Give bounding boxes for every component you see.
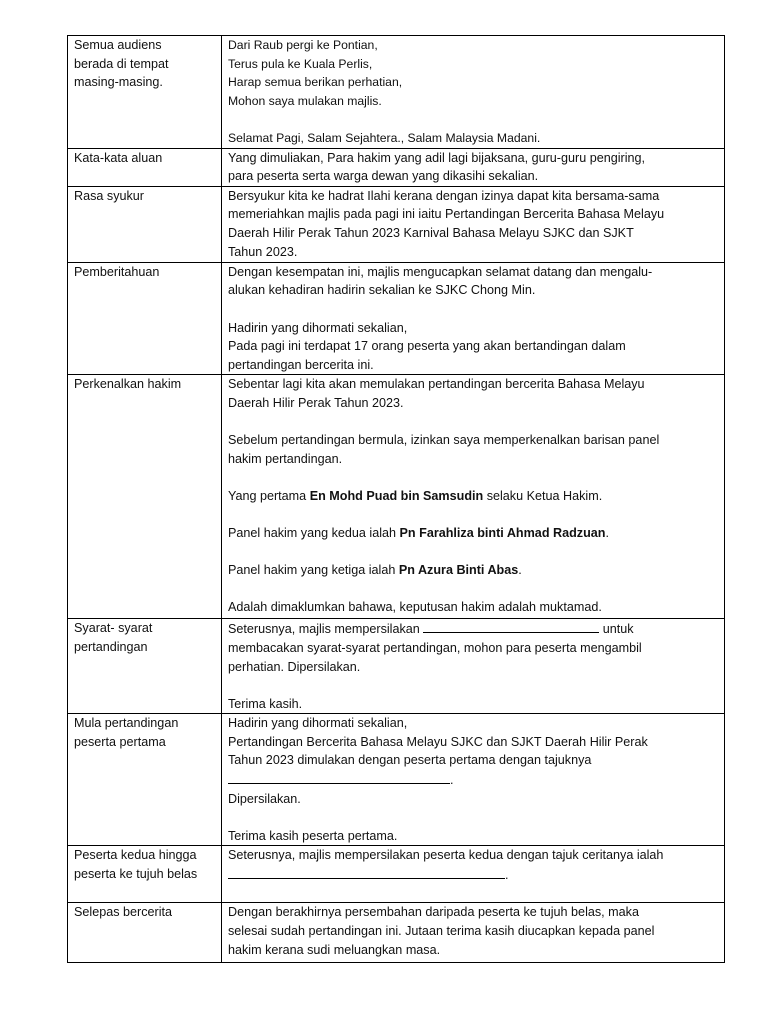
row-content	[222, 846, 725, 903]
label-line: peserta ke tujuh belas	[74, 867, 198, 882]
content-line: para peserta serta warga dewan yang dikasihi sekalian.	[228, 169, 539, 184]
row-content	[222, 148, 725, 186]
row-content	[222, 375, 725, 619]
content-line: Bersyukur kita ke hadrat Ilahi kerana dengan izinya dapat kita bersama-sama	[228, 188, 660, 203]
content-line: Seterusnya, majlis mempersilakan untuk	[228, 619, 718, 639]
fill-in-blank	[228, 770, 450, 784]
content-line: hakim kerana sudi meluangkan masa.	[228, 942, 441, 957]
label-line: Pemberitahuan	[74, 264, 160, 279]
table-row	[68, 148, 725, 186]
content-line: hakim pertandingan.	[228, 451, 343, 466]
content-line: Terima kasih.	[228, 696, 303, 711]
content-line: Daerah Hilir Perak Tahun 2023 Karnival Bahasa Melayu SJKC dan SJKT	[228, 225, 634, 240]
content-line: Adalah dimaklumkan bahawa, keputusan hakim adalah muktamad.	[228, 600, 602, 615]
table-row	[68, 846, 725, 903]
content-line: Hadirin yang dihormati sekalian,	[228, 320, 408, 335]
content-line: selesai sudah pertandingan ini. Jutaan terima kasih diucapkan kepada panel	[228, 924, 655, 939]
content-line: Tahun 2023 dimulakan dengan peserta pertama dengan tajuknya	[228, 753, 592, 768]
row-label	[68, 619, 222, 714]
judge-3-line: Panel hakim yang ketiga ialah Pn Azura Binti Abas.	[228, 563, 522, 578]
content-line: Dipersilakan.	[228, 791, 301, 806]
judge-1-line: Yang pertama En Mohd Puad bin Samsudin selaku Ketua Hakim.	[228, 488, 603, 503]
row-label	[68, 846, 222, 903]
content-line: alukan kehadiran hadirin sekalian ke SJKC Chong Min.	[228, 283, 536, 298]
content-line: pertandingan bercerita ini.	[228, 357, 374, 372]
content-line: Yang dimuliakan, Para hakim yang adil lagi bijaksana, guru-guru pengiring,	[228, 150, 646, 165]
label-line: Mula pertandingan	[74, 716, 179, 731]
row-content	[222, 903, 725, 963]
label-line: Selepas bercerita	[74, 905, 173, 920]
content-line: Sebentar lagi kita akan memulakan pertandingan bercerita Bahasa Melayu	[228, 377, 645, 392]
pantun-line: Harap semua berikan perhatian,	[228, 75, 403, 90]
row-label	[68, 262, 222, 375]
table-row	[68, 186, 725, 262]
content-line: .	[228, 865, 718, 885]
row-label	[68, 714, 222, 846]
table-row	[68, 375, 725, 619]
label-line: pertandingan	[74, 639, 148, 654]
row-content	[222, 714, 725, 846]
row-label	[68, 148, 222, 186]
table-row	[68, 714, 725, 846]
row-label	[68, 186, 222, 262]
table-row	[68, 903, 725, 963]
judge-1-name: En Mohd Puad bin Samsudin	[309, 488, 484, 503]
content-line: Tahun 2023.	[228, 244, 298, 259]
content-line: Seterusnya, majlis mempersilakan peserta kedua dengan tajuk ceritanya ialah	[228, 848, 664, 863]
content-line: Sebelum pertandingan bermula, izinkan saya memperkenalkan barisan panel	[228, 433, 660, 448]
content-line: Pertandingan Bercerita Bahasa Melayu SJKC dan SJKT Daerah Hilir Perak	[228, 734, 648, 749]
pantun-line: Mohon saya mulakan majlis.	[228, 93, 382, 108]
label-line: Syarat- syarat	[74, 621, 153, 636]
label-line: masing-masing.	[74, 75, 163, 90]
fill-in-blank	[423, 619, 599, 633]
content-line: Terima kasih peserta pertama.	[228, 828, 398, 843]
row-content	[222, 262, 725, 375]
table-row	[68, 619, 725, 714]
fill-in-blank	[228, 865, 505, 879]
content-line: membacakan syarat-syarat pertandingan, mohon para peserta mengambil	[228, 640, 642, 655]
judge-2-line: Panel hakim yang kedua ialah Pn Farahliza binti Ahmad Radzuan.	[228, 526, 609, 541]
script-table	[67, 35, 725, 963]
judge-2-name: Pn Farahliza binti Ahmad Radzuan	[399, 526, 606, 541]
content-line: Daerah Hilir Perak Tahun 2023.	[228, 395, 404, 410]
label-line: peserta pertama	[74, 734, 166, 749]
label-line: berada di tempat	[74, 56, 169, 71]
label-line: Rasa syukur	[74, 188, 144, 203]
greeting-line: Selamat Pagi, Salam Sejahtera., Salam Malaysia Madani.	[228, 130, 541, 145]
table-row	[68, 262, 725, 375]
content-line: Pada pagi ini terdapat 17 orang peserta yang akan bertandingan dalam	[228, 339, 626, 354]
row-label	[68, 903, 222, 963]
content-line: Dengan kesempatan ini, majlis mengucapkan selamat datang dan mengalu-	[228, 264, 653, 279]
document-page	[67, 35, 724, 963]
row-label	[68, 375, 222, 619]
label-line: Peserta kedua hingga	[74, 848, 197, 863]
content-line: memeriahkan majlis pada pagi ini iaitu Pertandingan Bercerita Bahasa Melayu	[228, 207, 665, 222]
pantun-line: Terus pula ke Kuala Perlis,	[228, 56, 373, 71]
row-content	[222, 186, 725, 262]
content-line: Hadirin yang dihormati sekalian,	[228, 716, 408, 731]
judge-3-name: Pn Azura Binti Abas	[398, 563, 519, 578]
label-line: Semua audiens	[74, 38, 162, 52]
content-line: perhatian. Dipersilakan.	[228, 659, 361, 674]
label-line: Kata-kata aluan	[74, 150, 163, 165]
label-line: Perkenalkan hakim	[74, 377, 182, 392]
content-line: .	[228, 770, 718, 790]
content-line: Dengan berakhirnya persembahan daripada peserta ke tujuh belas, maka	[228, 905, 639, 920]
pantun-line: Dari Raub pergi ke Pontian,	[228, 38, 378, 52]
table-row	[68, 36, 725, 149]
row-content	[222, 36, 725, 149]
row-label	[68, 36, 222, 149]
row-content	[222, 619, 725, 714]
